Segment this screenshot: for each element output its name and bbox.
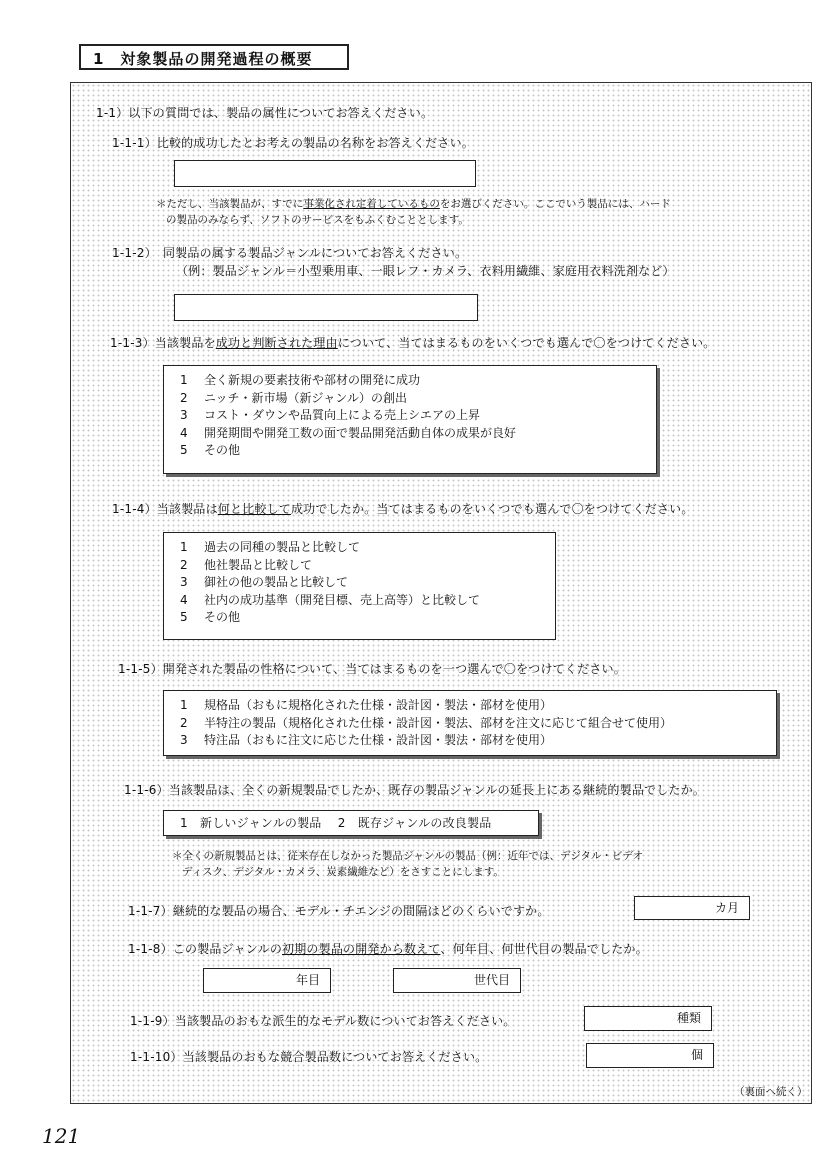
option-1-1-4-2[interactable]: 2 他社製品と比較して: [180, 557, 313, 572]
options-1-1-3: [163, 365, 657, 474]
question-1-1-8: 1-1-8）この製品ジャンルの初期の製品の開発から数えて、何年目、何世代目の製品でしたか。: [128, 942, 648, 956]
option-1-1-5-2[interactable]: 2 半特注の製品（規格化された仕様・設計図・製法、部材を注文に応じて組合せて使用）: [180, 715, 673, 730]
option-1-1-4-1[interactable]: 1 過去の同種の製品と比較して: [180, 540, 361, 554]
question-1-1: 1-1）以下の質問では、製品の属性についてお答えください。: [96, 106, 434, 120]
note-1-1-6-line1: ＊全くの新規製品とは、従来存在しなかった製品ジャンルの製品（例：近年では、デジタル・ビデオ: [172, 850, 644, 862]
options-1-1-5: [163, 690, 777, 756]
question-1-1-2-example: （例：製品ジャンル＝小型乗用車、一眼レフ・カメラ、衣料用繊維、家庭用衣料洗剤など）: [176, 264, 675, 278]
question-1-1-1: 1-1-1）比較的成功したとお考えの製品の名称をお答えください。: [112, 136, 474, 150]
note-1-1-1-line1: ＊ただし、当該製品が、すでに事業化され定着しているものをお選びください。ここでいう製品には、ハード: [156, 198, 671, 210]
question-1-1-6: 1-1-6）当該製品は、全くの新規製品でしたか、既存の製品ジャンルの延長上にある継続的製品でしたか。: [124, 783, 706, 797]
option-1-1-5-3[interactable]: 3 特注品（おもに注文に応じた仕様・設計図・製法・部材を使用）: [180, 733, 553, 747]
question-1-1-4: 1-1-4）当該製品は何と比較して成功でしたか。当てはまるものをいくつでも選んで〇をつけてください。: [112, 502, 694, 516]
question-1-1-5: 1-1-5）開発された製品の性格について、当てはまるものを一つ選んで〇をつけてください。: [118, 662, 626, 676]
derivative-models-field[interactable]: 種類: [584, 1006, 712, 1031]
option-1-1-3-2[interactable]: 2 ニッチ・新市場（新ジャンル）の創出: [180, 390, 407, 405]
question-1-1-3: 1-1-3）当該製品を成功と判断された理由について、当てはまるものをいくつでも選んで〇をつけてください。: [110, 336, 716, 350]
question-1-1-10: 1-1-10）当該製品のおもな競合製品数についてお答えください。: [130, 1050, 488, 1064]
years-field[interactable]: 年目: [203, 968, 331, 993]
options-1-1-4: [163, 532, 556, 640]
section-title: 1 対象製品の開発過程の概要: [79, 44, 349, 70]
choices-1-1-6[interactable]: 1 新しいジャンルの製品 2 既存ジャンルの改良製品: [163, 810, 539, 836]
option-1-1-4-3[interactable]: 3 御社の他の製品と比較して: [180, 575, 349, 589]
option-1-1-3-5[interactable]: 5 その他: [180, 443, 241, 457]
option-1-1-4-4[interactable]: 4 社内の成功基準（開発目標、売上高等）と比較して: [180, 592, 481, 607]
option-1-1-3-1[interactable]: 1 全く新規の要素技術や部材の開発に成功: [180, 373, 421, 387]
option-1-1-5-1[interactable]: 1 規格品（おもに規格化された仕様・設計図・製法・部材を使用）: [180, 698, 553, 712]
question-1-1-2: 1-1-2） 同製品の属する製品ジャンルについてお答えください。: [112, 246, 468, 260]
option-1-1-3-3[interactable]: 3 コスト・ダウンや品質向上による売上シエアの上昇: [180, 408, 481, 422]
model-change-interval-field[interactable]: カ月: [634, 896, 750, 920]
continued-note: （裏面へ続く）: [734, 1086, 808, 1098]
competitor-count-field[interactable]: 個: [586, 1043, 714, 1068]
question-1-1-9: 1-1-9）当該製品のおもな派生的なモデル数についてお答えください。: [130, 1014, 516, 1028]
page-number: 121: [42, 1124, 81, 1148]
generation-field[interactable]: 世代目: [393, 968, 521, 993]
product-name-field[interactable]: [174, 160, 476, 187]
note-1-1-1-line2: の製品のみならず、ソフトのサービスをもふくむこととします。: [166, 214, 469, 226]
product-genre-field[interactable]: [174, 294, 478, 321]
option-1-1-4-5[interactable]: 5 その他: [180, 610, 241, 624]
question-1-1-7: 1-1-7）継続的な製品の場合、モデル・チエンジの間隔はどのくらいですか。: [128, 904, 550, 918]
option-1-1-3-4[interactable]: 4 開発期間や開発工数の面で製品開発活動自体の成果が良好: [180, 425, 517, 440]
note-1-1-6-line2: ディスク、デジタル・カメラ、炭素繊維など）をさすことにします。: [182, 866, 504, 878]
